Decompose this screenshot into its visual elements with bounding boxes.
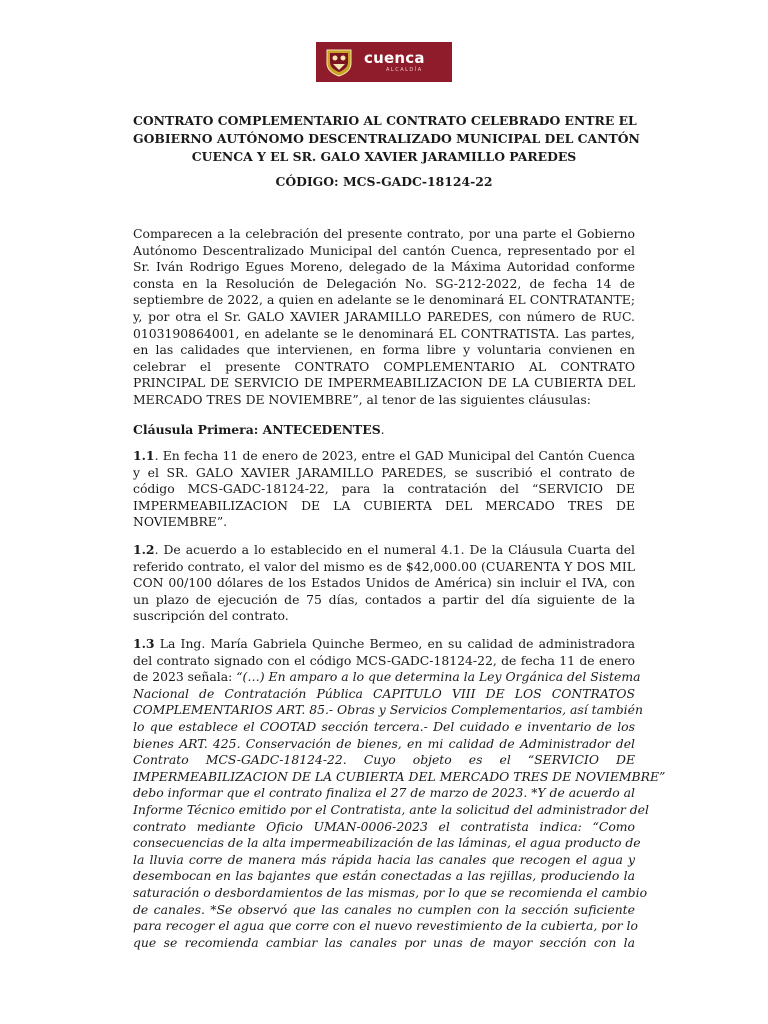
paragraph-line: de 2023 señala:	[133, 669, 237, 685]
quote-line: de canales. *Se observó que las canales no cumplen con la sección suficiente	[133, 901, 635, 917]
quote-line: “(…) En amparo a lo que determina la Ley Orgánica del Sistema	[236, 669, 641, 685]
paragraph-1-1	[133, 448, 635, 531]
quote-line: la lluvia corre de manera más rápida hacia las canales que recogen el agua y	[133, 851, 635, 867]
quote-line: Informe Técnico emitido por el Contratista, ante la solicitud del administrador del	[133, 801, 649, 817]
intro-line: en las calidades que intervienen, en forma libre y voluntaria convienen en	[133, 342, 635, 358]
intro-line: Comparecen a la celebración del presente contrato, por una parte el Gobierno	[133, 226, 635, 241]
clause-heading	[133, 422, 635, 439]
paragraph-line: CON 00/100 dólares de los Estados Unidos de América) sin incluir el IVA, con	[133, 575, 635, 591]
quote-line: IMPERMEABILIZACION DE LA CUBIERTA DEL MERCADO TRES DE NOVIEMBRE”	[133, 768, 666, 784]
paragraph-line: y el SR. GALO XAVIER JARAMILLO PAREDES, se suscribió el contrato de	[133, 464, 635, 480]
coat-of-arms-icon	[324, 47, 354, 77]
quote-line: saturación o desbordamientos de las mismas, por lo que se recomienda el cambio	[133, 884, 648, 900]
quote-line: que se recomienda cambiar las canales por unas de mayor sección con la	[133, 934, 635, 950]
intro-line: MERCADO TRES DE NOVIEMBRE”, al tenor de las siguientes cláusulas:	[133, 391, 591, 407]
contract-code: CÓDIGO: MCS-GADC-18124-22	[275, 174, 493, 189]
quote-line: consecuencias de la alta impermeabilización de las láminas, el agua producto de	[133, 835, 641, 851]
paragraph-line: NOVIEMBRE”.	[133, 514, 228, 530]
paragraph-line: del contrato signado con el código MCS-GADC-18124-22, de fecha 11 de enero	[133, 652, 635, 668]
clause-heading-label: Cláusula Primera: ANTECEDENTES	[133, 422, 381, 437]
paragraph-line: IMPERMEABILIZACION DE LA CUBIERTA DEL MERCADO TRES DE	[133, 497, 635, 513]
title-line-3: CUENCA Y EL SR. GALO XAVIER JARAMILLO PAREDES	[191, 149, 577, 164]
intro-line: PRINCIPAL DE SERVICIO DE IMPERMEABILIZACION DE LA CUBIERTA DEL	[133, 375, 635, 391]
intro-line: y, por otra el Sr. GALO XAVIER JARAMILLO PAREDES, con número de RUC.	[133, 308, 635, 324]
paragraph-line: un plazo de ejecución de 75 días, contados a partir del día siguiente de la	[133, 591, 635, 607]
intro-line: Autónomo Descentralizado Municipal del cantón Cuenca, representado por el	[133, 242, 635, 258]
quote-line: contrato mediante Oficio UMAN-0006-2023 el contratista indica: “Como	[133, 818, 635, 834]
paragraph-1-2	[133, 542, 635, 625]
intro-line: Sr. Iván Rodrigo Egues Moreno, delegado de la Máxima Autoridad conforme	[133, 259, 635, 275]
paragraph-number: 1.1	[133, 448, 155, 463]
paragraph-1-3	[133, 636, 666, 951]
quote-line: Contrato MCS-GADC-18124-22. Cuyo objeto es el “SERVICIO DE	[133, 752, 635, 768]
paragraph-number: 1.3	[133, 636, 155, 651]
paragraph-number: 1.2	[133, 542, 155, 557]
quote-line: para recoger el agua que corre con el nuevo revestimiento de la cubierta, por lo	[133, 918, 638, 934]
quote-line: COMPLEMENTARIOS ART. 85.- Obras y Servicios Complementarios, así también	[133, 702, 643, 718]
title-line-1: CONTRATO COMPLEMENTARIO AL CONTRATO CELEBRADO ENTRE EL	[133, 113, 637, 128]
intro-line: celebrar el presente CONTRATO COMPLEMENTARIO AL CONTRATO	[133, 358, 635, 374]
paragraph-line: . De acuerdo a lo establecido en el numeral 4.1. De la Cláusula Cuarta del	[154, 542, 635, 557]
quote-line: Nacional de Contratación Pública CAPITULO VIII DE LOS CONTRATOS	[133, 685, 635, 701]
logo-name: cuenca	[364, 49, 425, 67]
intro-paragraph	[133, 226, 635, 409]
intro-line: consta en la Resolución de Delegación No. SG-212-2022, de fecha 14 de	[133, 275, 635, 291]
paragraph-line: . En fecha 11 de enero de 2023, entre el GAD Municipal del Cantón Cuenca	[154, 448, 635, 463]
quote-line: debo informar que el contrato finaliza el 27 de marzo de 2023. *Y de acuerdo al	[133, 785, 635, 801]
logo-subtitle: ALCALDÍA	[386, 67, 423, 73]
quote-line: bienes ART. 425. Conservación de bienes, en mi calidad de Administrador del	[133, 735, 635, 751]
intro-line: 0103190864001, en adelante se le denominará EL CONTRATISTA. Las partes,	[133, 325, 635, 341]
clause-heading-suffix: .	[380, 422, 385, 437]
paragraph-line: referido contrato, el valor del mismo es de $42,000.00 (CUARENTA Y DOS MIL	[133, 558, 635, 574]
intro-line: septiembre de 2022, a quien en adelante se le denominará EL CONTRATANTE;	[133, 292, 635, 308]
quote-line: desembocan en las bajantes que están conectadas a las rejillas, produciendo la	[133, 868, 635, 884]
paragraph-line: suscripción del contrato.	[133, 608, 289, 624]
cuenca-logo	[316, 42, 452, 82]
paragraph-line: código MCS-GADC-18124-22, para la contratación del “SERVICIO DE	[133, 481, 635, 497]
paragraph-line: La Ing. María Gabriela Quinche Bermeo, en su calidad de administradora	[154, 636, 635, 651]
quote-line: lo que establece el COOTAD sección tercera.- Del cuidado e inventario de los	[133, 718, 635, 734]
title-line-2: GOBIERNO AUTÓNOMO DESCENTRALIZADO MUNICIPAL DEL CANTÓN	[133, 131, 640, 146]
contract-title	[133, 112, 640, 166]
